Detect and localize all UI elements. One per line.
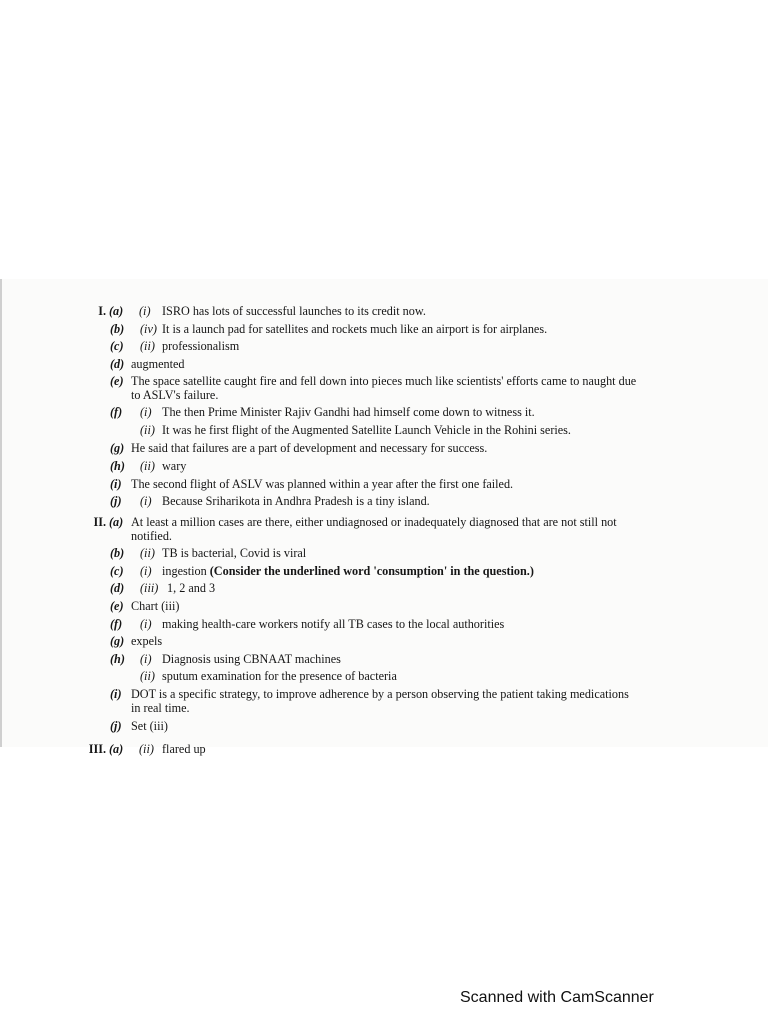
answer-line <box>0 458 768 475</box>
item-label: (i) <box>110 477 122 491</box>
answer-text: in real time. <box>131 701 190 715</box>
answer-text: The second flight of ASLV was planned within a year after the first one failed. <box>131 477 514 491</box>
answer-text: At least a million cases are there, either undiagnosed or inadequately diagnosed that are not still not <box>131 515 617 529</box>
sub-label: (iv) <box>140 322 157 336</box>
answer-text: professionalism <box>162 339 240 353</box>
item-label: (a) <box>109 304 124 318</box>
answer-text: to ASLV's failure. <box>131 388 219 402</box>
item-label: (j) <box>110 719 122 733</box>
item-label: (d) <box>110 357 125 371</box>
answer-line <box>0 668 768 685</box>
sub-label: (ii) <box>139 742 154 756</box>
answer-text: flared up <box>162 742 206 756</box>
answer-line <box>0 493 768 510</box>
answer-text: augmented <box>131 357 185 371</box>
item-label: (c) <box>110 564 124 578</box>
answer-line <box>0 476 768 493</box>
answer-text: Set (iii) <box>131 719 168 733</box>
answer-text: TB is bacterial, Covid is viral <box>162 546 307 560</box>
item-label: (b) <box>110 546 125 560</box>
answer-text: It was he first flight of the Augmented Satellite Launch Vehicle in the Rohini series. <box>162 423 571 437</box>
answer-note: (Consider the underlined word 'consumption' in the question.) <box>209 564 534 578</box>
section-numeral: II. <box>93 515 106 529</box>
answer-text: making health-care workers notify all TB cases to the local authorities <box>162 617 505 631</box>
item-label: (i) <box>110 687 122 701</box>
item-label: (a) <box>109 515 124 529</box>
answer-line <box>0 321 768 338</box>
answer-text: Chart (iii) <box>131 599 180 613</box>
section-numeral: III. <box>88 742 106 756</box>
scanner-watermark: Scanned with CamScanner <box>460 989 654 1006</box>
item-label: (c) <box>110 339 124 353</box>
item-label: (e) <box>110 599 124 613</box>
answer-line <box>0 303 768 320</box>
sub-label: (i) <box>140 652 152 666</box>
answer-line <box>0 356 768 373</box>
answer-text: sputum examination for the presence of bacteria <box>162 669 397 683</box>
item-label: (d) <box>110 581 125 595</box>
section-numeral: I. <box>98 304 106 318</box>
item-label: (f) <box>110 617 123 631</box>
answer-line <box>0 440 768 457</box>
sub-label: (ii) <box>140 339 155 353</box>
sub-label: (i) <box>140 494 152 508</box>
answer-line <box>0 598 768 615</box>
answer-text: expels <box>131 634 163 648</box>
sub-label: (ii) <box>140 669 155 683</box>
answer-line <box>0 633 768 650</box>
answer-text: Diagnosis using CBNAAT machines <box>162 652 341 666</box>
sub-label: (iii) <box>140 581 159 595</box>
cropped-line <box>0 741 768 756</box>
answer-text: The then Prime Minister Rajiv Gandhi had himself come down to witness it. <box>162 405 535 419</box>
answer-text: Because Sriharikota in Andhra Pradesh is a tiny island. <box>162 494 430 508</box>
item-label: (g) <box>110 634 125 648</box>
answer-text: 1, 2 and 3 <box>167 581 216 595</box>
answer-line <box>0 616 768 633</box>
sub-label: (ii) <box>140 423 155 437</box>
answer-text: The space satellite caught fire and fell down into pieces much like scientists' efforts came to naught due <box>131 374 637 388</box>
answer-line-continued <box>0 700 768 717</box>
answer-line <box>0 651 768 668</box>
sub-label: (i) <box>140 564 152 578</box>
item-label: (a) <box>109 742 124 756</box>
answer-line <box>0 741 768 758</box>
answer-line <box>0 580 768 597</box>
item-label: (h) <box>110 652 125 666</box>
sub-label: (ii) <box>140 546 155 560</box>
answer-line-continued <box>0 528 768 545</box>
answer-line <box>0 404 768 421</box>
sub-label: (i) <box>139 304 151 318</box>
item-label: (b) <box>110 322 125 336</box>
answer-line <box>0 338 768 355</box>
answer-line <box>0 563 768 580</box>
answer-text: DOT is a specific strategy, to improve adherence by a person observing the patient taking medications <box>131 687 629 701</box>
item-label: (j) <box>110 494 122 508</box>
answer-line <box>0 718 768 735</box>
answer-line <box>0 545 768 562</box>
sub-label: (ii) <box>140 459 155 473</box>
answer-text: He said that failures are a part of development and necessary for success. <box>131 441 488 455</box>
answer-text: It is a launch pad for satellites and rockets much like an airport is for airplanes. <box>162 322 548 336</box>
sub-label: (i) <box>140 617 152 631</box>
answer-text: ingestion (Consider the underlined word 'consumption' in the question.) <box>162 564 534 578</box>
answer-text: ISRO has lots of successful launches to its credit now. <box>162 304 426 318</box>
answer-line-continued <box>0 387 768 404</box>
sub-label: (i) <box>140 405 152 419</box>
answer-line <box>0 422 768 439</box>
item-label: (f) <box>110 405 123 419</box>
answer-text: wary <box>162 459 187 473</box>
item-label: (e) <box>110 374 124 388</box>
item-label: (g) <box>110 441 125 455</box>
item-label: (h) <box>110 459 125 473</box>
answer-text: notified. <box>131 529 172 543</box>
